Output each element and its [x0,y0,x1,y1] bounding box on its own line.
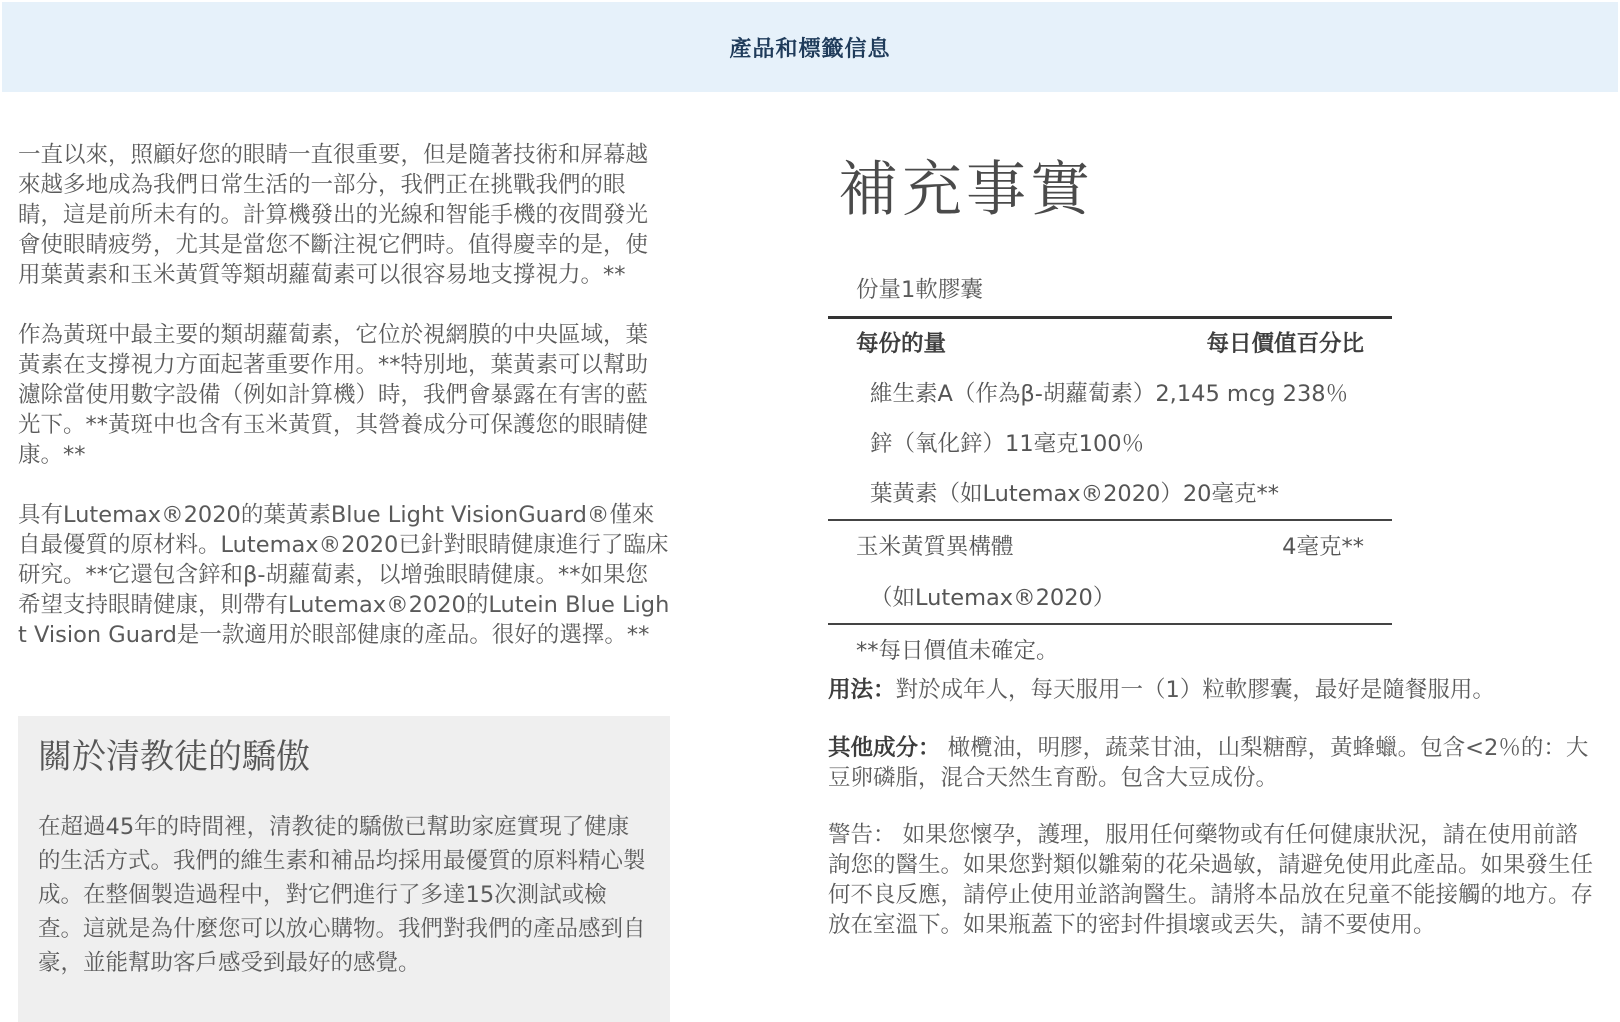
pride-title: 關於清教徒的驕傲 [38,737,310,777]
other-ingredients [828,733,1598,793]
nutrient-row-lutein: 葉黃素（如Lutemax®2020）20毫克** [870,481,1279,507]
nutrient-row-zinc: 鋅（氧化鋅）11毫克100％ [870,431,1145,457]
product-label-tab-header[interactable] [2,2,1618,92]
facts-table-header [828,319,1392,369]
ingredients-text: 橄欖油，明膠，蔬菜甘油，山梨糖醇，黃蜂蠟。包含<2％的：大豆卵磷脂，混合天然生育酚。包含大豆成份。 [828,735,1589,791]
supplement-facts-title: 補充事實 [838,155,1094,225]
brand-pride-box [18,716,670,1022]
nutrient-row-zeaxanthin [828,521,1392,573]
zeaxanthin-label: 玉米黃質異構體 [856,534,1014,560]
usage-label: 用法： [828,677,896,703]
zeaxanthin-amount: 4毫克** [1282,534,1364,560]
description-paragraph-1: 一直以來，照顧好您的眼睛一直很重要，但是隨著技術和屏幕越來越多地成為我們日常生活的一部分，我們正在挑戰我們的眼睛，這是前所未有的。計算機發出的光線和智能手機的夜間發光會使眼睛疲勞，尤其是當您不斷注視它們時。值得慶幸的是，使用葉黃素和玉米黃質等類胡蘿蔔素可以很容易地支撐視力。** [18,142,649,288]
header-title: 產品和標籤信息 [729,36,891,62]
daily-value-footnote: **每日價值未確定。 [856,638,1059,664]
zeaxanthin-source: （如Lutemax®2020） [870,585,1116,611]
description-paragraph-3: 具有Lutemax®2020的葉黃素Blue Light VisionGuard®僅來自最優質的原材料。Lutemax®2020已針對眼睛健康進行了臨床研究。**它還包含鋅和β-胡蘿蔔素，以增強眼睛健康。**如果您希望支持眼睛健康，則帶有Lutemax®2020的Lutein Blue Light Vision Guard是一款適用於眼部健康的產品。很好的選擇。** [18,502,670,648]
nutrient-row-vitamin-a: 維生素A（作為β-胡蘿蔔素）2,145 mcg 238％ [870,381,1349,407]
daily-value-header: 每日價值百分比 [1206,331,1364,357]
product-description [18,140,670,650]
warning-text: 警告： 如果您懷孕，護理，服用任何藥物或有任何健康狀況，請在使用前諮詢您的醫生。如果您對類似雛菊的花朵過敏，請避免使用此產品。如果發生任何不良反應，請停止使用並諮詢醫生。請將本品放在兒童不能接觸的地方。存放在室溫下。如果瓶蓋下的密封件損壞或丟失，請不要使用。 [828,822,1594,938]
description-paragraph-2: 作為黃斑中最主要的類胡蘿蔔素，它位於視網膜的中央區域，葉黃素在支撐視力方面起著重要作用。**特別地，葉黃素可以幫助濾除當使用數字設備（例如計算機）時，我們會暴露在有害的藍光下。**黃斑中也含有玉米黃質，其營養成分可保護您的眼睛健康。** [18,322,649,468]
amount-per-serving-header: 每份的量 [856,331,947,357]
supplement-facts-table [828,268,1392,677]
usage-instructions [828,675,1598,705]
ingredients-label: 其他成分： [828,735,941,761]
usage-text: 對於成年人，每天服用一（1）粒軟膠囊，最好是隨餐服用。 [895,677,1495,703]
serving-size: 份量1軟膠囊 [856,277,983,303]
pride-text: 在超過45年的時間裡，清教徒的驕傲已幫助家庭實現了健康的生活方式。我們的維生素和補品均採用最優質的原料精心製成。在整個製造過程中，對它們進行了多達15次測試或檢查。這就是為什麼您可以放心購物。我們對我們的產品感到自豪，並能幫助客戶感受到最好的感覺。 [38,814,646,976]
supplement-facts-panel [828,140,1598,938]
